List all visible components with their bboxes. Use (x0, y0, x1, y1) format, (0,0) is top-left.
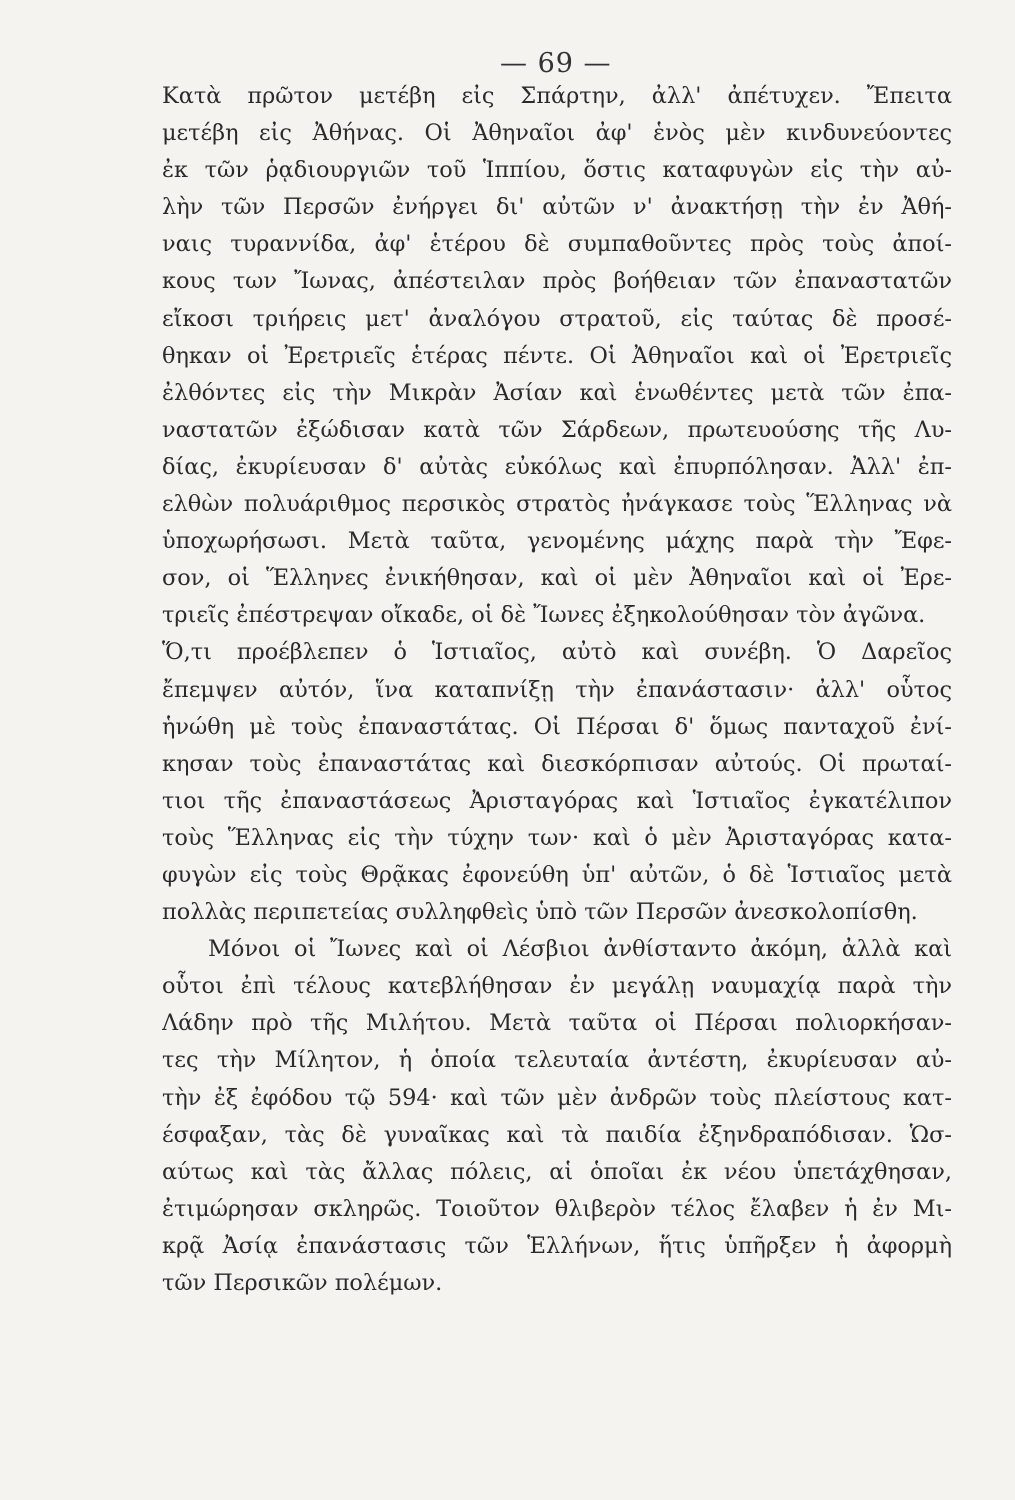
text-line: τοὺς Ἕλληνας εἰς τὴν τύχην των· καὶ ὁ μὲν Ἀρισταγόρας κατα- (162, 824, 952, 851)
text-line: τες τὴν Μίλητον, ἡ ὁποία τελευταία ἀντέστη, ἐκυρίευσαν αὐ- (162, 1047, 952, 1074)
text-line: αύτως καὶ τὰς ἄλλας πόλεις, αἱ ὁποῖαι ἐκ νέου ὑπετάχθησαν, (162, 1158, 952, 1185)
text-line: φυγὼν εἰς τοὺς Θρᾷκας ἐφονεύθη ὑπ' αὐτῶν, ὁ δὲ Ἱστιαῖος μετὰ (162, 861, 952, 888)
text-line: Μόνοι οἱ Ἴωνες καὶ οἱ Λέσβιοι ἀνθίσταντο ἀκόμη, ἀλλὰ καὶ (208, 936, 952, 963)
text-line: ἔπεμψεν αὐτόν, ἵνα καταπνίξῃ τὴν ἐπανάστασιν· ἀλλ' οὗτος (162, 676, 952, 703)
text-line: ναις τυραννίδα, ἀφ' ἑτέρου δὲ συμπαθοῦντες πρὸς τοὺς ἀποί- (162, 231, 952, 258)
text-line: σον, οἱ Ἕλληνες ἐνικήθησαν, καὶ οἱ μὲν Ἀθηναῖοι καὶ οἱ Ἐρε- (162, 565, 952, 592)
text-line: μετέβη εἰς Ἀθήνας. Οἱ Ἀθηναῖοι ἀφ' ἑνὸς μὲν κινδυνεύοντες (162, 120, 952, 147)
text-line: ἡνώθη μὲ τοὺς ἐπαναστάτας. Οἱ Πέρσαι δ' ὅμως πανταχοῦ ἐνί- (162, 713, 952, 740)
page-number: — 69 — (500, 48, 612, 79)
text-line: ναστατῶν ἐξώδισαν κατὰ τῶν Σάρδεων, πρωτευούσης τῆς Λυ- (162, 416, 952, 443)
text-line: Κατὰ πρῶτον μετέβη εἰς Σπάρτην, ἀλλ' ἀπέτυχεν. Ἔπειτα (162, 83, 952, 109)
text-line: ἐλθόντες εἰς τὴν Μικρὰν Ἀσίαν καὶ ἑνωθέντες μετὰ τῶν ἐπα- (162, 379, 952, 406)
body-text (162, 78, 952, 1302)
text-line: τὴν ἐξ ἐφόδου τῷ 594· καὶ τῶν μὲν ἀνδρῶν τοὺς πλείστους κατ- (162, 1084, 952, 1111)
text-line: τριεῖς ἐπέστρεψαν οἴκαδε, οἱ δὲ Ἴωνες ἐξηκολούθησαν τὸν ἀγῶνα. (162, 602, 926, 629)
text-line: ἐτιμώρησαν σκληρῶς. Τοιοῦτον θλιβερὸν τέλος ἔλαβεν ἡ ἐν Μι- (162, 1195, 952, 1222)
text-line: οὗτοι ἐπὶ τέλους κατεβλήθησαν ἐν μεγάλῃ ναυμαχίᾳ παρὰ τὴν (162, 973, 952, 1000)
text-line: δίας, ἐκυρίευσαν δ' αὐτὰς εὐκόλως καὶ ἐπυρπόλησαν. Ἀλλ' ἐπ- (162, 453, 952, 480)
text-line: λὴν τῶν Περσῶν ἐνήργει δι' αὐτῶν ν' ἀνακτήσῃ τὴν ἐν Ἀθή- (162, 194, 952, 221)
text-line: κους των Ἴωνας, ἀπέστειλαν πρὸς βοήθειαν τῶν ἐπαναστατῶν (162, 268, 952, 295)
text-line: ελθὼν πολυάριθμος περσικὸς στρατὸς ἠνάγκασε τοὺς Ἕλληνας νὰ (162, 491, 952, 518)
text-line: Ὅ,τι προέβλεπεν ὁ Ἱστιαῖος, αὐτὸ καὶ συνέβη. Ὁ Δαρεῖος (162, 639, 952, 666)
text-line: ἐκ τῶν ῥᾳδιουργιῶν τοῦ Ἱππίου, ὅστις καταφυγὼν εἰς τὴν αὐ- (162, 157, 952, 184)
text-line: έσφαξαν, τὰς δὲ γυναῖκας καὶ τὰ παιδία ἐξηνδραπόδισαν. Ὡσ- (162, 1121, 952, 1148)
text-line: Λάδην πρὸ τῆς Μιλήτου. Μετὰ ταῦτα οἱ Πέρσαι πολιορκήσαν- (162, 1010, 952, 1037)
text-line: κησαν τοὺς ἐπαναστάτας καὶ διεσκόρπισαν αὐτούς. Οἱ πρωταί- (162, 750, 952, 777)
text-line: θηκαν οἱ Ἐρετριεῖς ἑτέρας πέντε. Οἱ Ἀθηναῖοι καὶ οἱ Ἐρετριεῖς (162, 342, 952, 369)
text-line: τιοι τῆς ἐπαναστάσεως Ἀρισταγόρας καὶ Ἱστιαῖος ἐγκατέλιπον (162, 787, 952, 814)
text-line: ὑποχωρήσωσι. Μετὰ ταῦτα, γενομένης μάχης παρὰ τὴν Ἔφε- (162, 528, 952, 555)
text-line: εἴκοσι τριήρεις μετ' ἀναλόγου στρατοῦ, εἰς ταύτας δὲ προσέ- (162, 305, 952, 332)
text-line: τῶν Περσικῶν πολέμων. (162, 1270, 443, 1296)
text-line: κρᾷ Ἀσίᾳ ἐπανάστασις τῶν Ἑλλήνων, ἥτις ὑπῆρξεν ἡ ἀφορμὴ (162, 1232, 952, 1259)
text-line: πολλὰς περιπετείας συλληφθεὶς ὑπὸ τῶν Περσῶν ἀνεσκολοπίσθη. (162, 899, 918, 926)
